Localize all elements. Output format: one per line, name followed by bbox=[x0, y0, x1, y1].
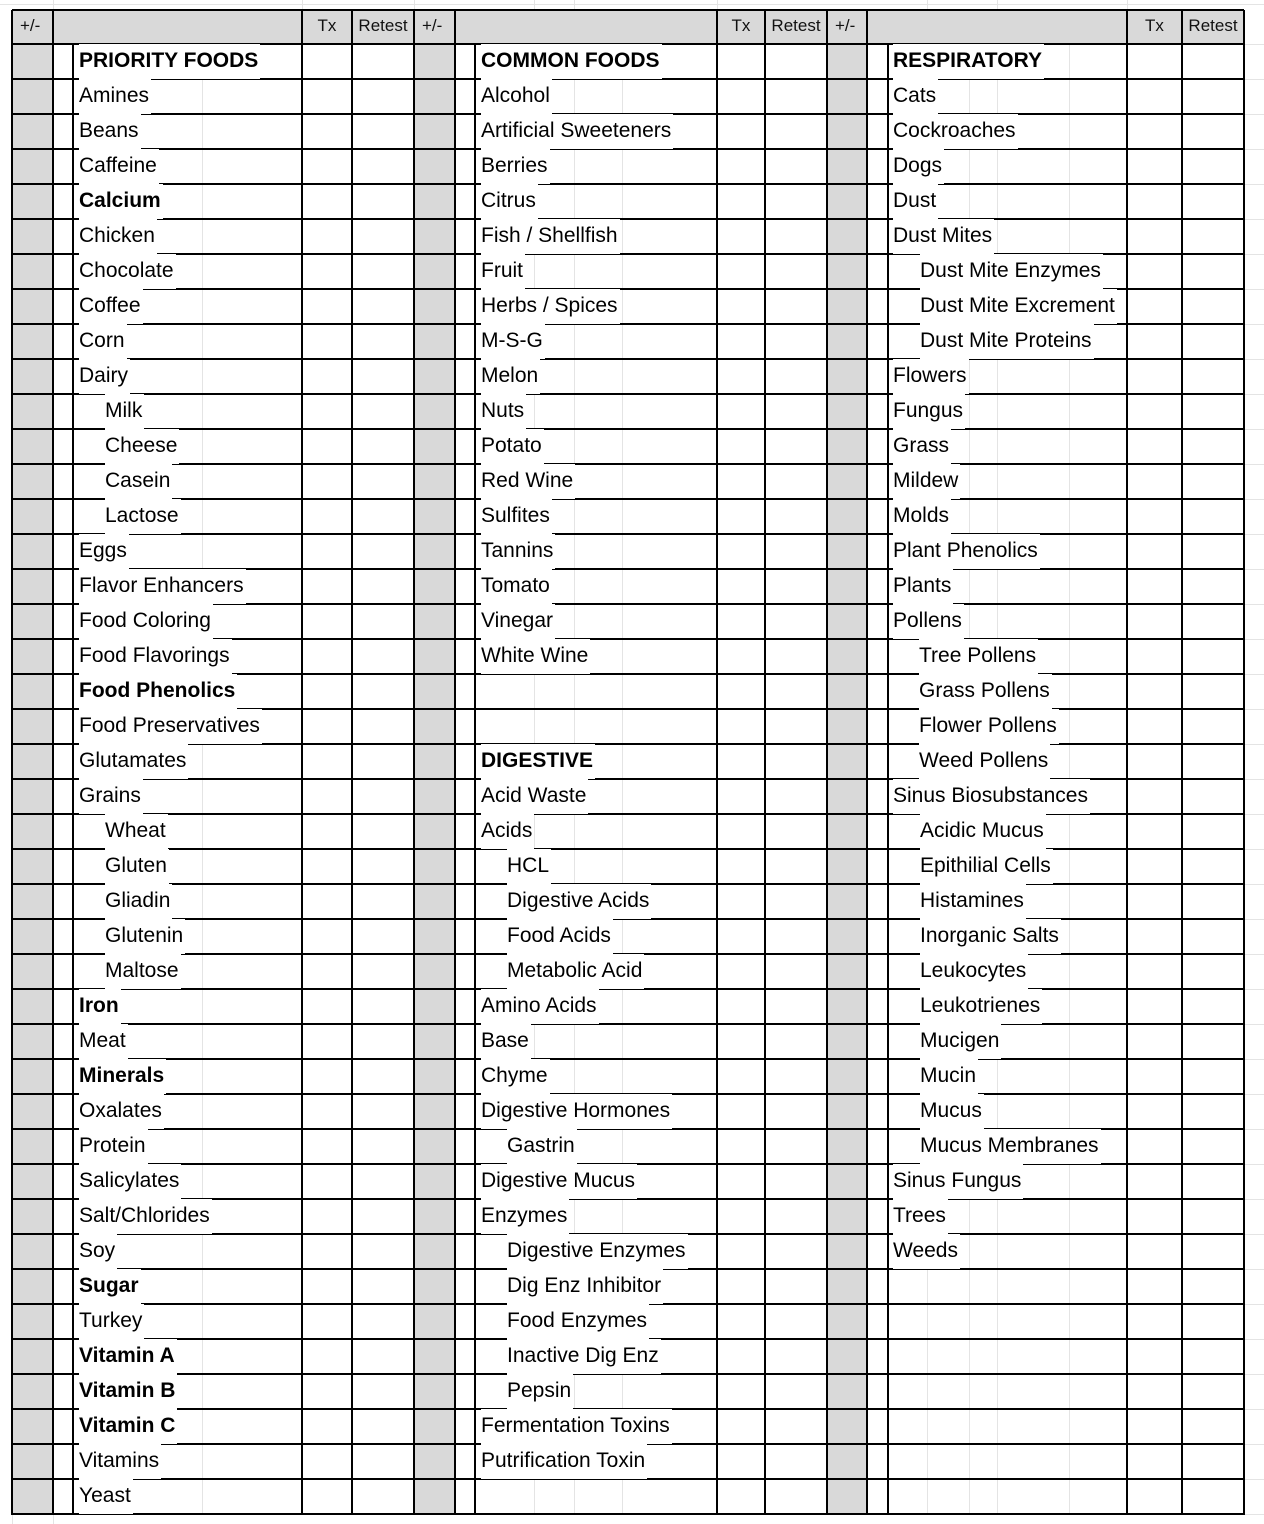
grid-line bbox=[1244, 919, 1264, 920]
header-retest: Retest bbox=[1188, 16, 1238, 35]
item-label: Weeds bbox=[893, 1234, 960, 1269]
section-heading: Minerals bbox=[79, 1059, 166, 1094]
row-line bbox=[12, 463, 1244, 465]
grid-line bbox=[1244, 1199, 1264, 1200]
item-label: Sinus Fungus bbox=[893, 1164, 1023, 1199]
grid-line bbox=[1244, 1024, 1264, 1025]
header-plusminus: +/- bbox=[422, 16, 443, 35]
grid-line bbox=[1244, 534, 1264, 535]
item-label: Gliadin bbox=[105, 884, 172, 919]
item-label: Plant Phenolics bbox=[893, 534, 1040, 569]
column-line bbox=[887, 44, 889, 1515]
item-label: Mucin bbox=[920, 1059, 978, 1094]
column-line bbox=[72, 44, 74, 1515]
column-line bbox=[1181, 10, 1183, 1515]
item-label: Dogs bbox=[893, 149, 944, 184]
item-label: Food Flavorings bbox=[79, 639, 232, 674]
grid-line bbox=[1244, 1129, 1264, 1130]
item-label: Pepsin bbox=[507, 1374, 573, 1409]
item-label: Mildew bbox=[893, 464, 960, 499]
section-heading: Iron bbox=[79, 989, 121, 1024]
item-label: Salicylates bbox=[79, 1164, 181, 1199]
row-line bbox=[12, 393, 1244, 395]
item-label: Coffee bbox=[79, 289, 143, 324]
header-tx: Tx bbox=[1145, 16, 1164, 35]
item-label: Dust Mite Excrement bbox=[920, 289, 1117, 324]
section-heading: Calcium bbox=[79, 184, 163, 219]
section-heading: Vitamin B bbox=[79, 1374, 177, 1409]
item-label: Grass bbox=[893, 429, 951, 464]
row-line bbox=[12, 848, 1244, 850]
item-label: Epithilial Cells bbox=[920, 849, 1053, 884]
grid-line bbox=[1244, 1409, 1264, 1410]
section-heading: Vitamin C bbox=[79, 1409, 177, 1444]
item-label: Yeast bbox=[79, 1479, 133, 1514]
column-line bbox=[764, 10, 766, 1515]
grid-line bbox=[1244, 1444, 1264, 1445]
item-label: Flowers bbox=[893, 359, 969, 394]
item-label: Casein bbox=[105, 464, 172, 499]
header-retest: Retest bbox=[358, 16, 408, 35]
item-label: Inorganic Salts bbox=[920, 919, 1061, 954]
grid-line bbox=[1244, 674, 1264, 675]
grid-line bbox=[1244, 289, 1264, 290]
item-label: Tannins bbox=[481, 534, 555, 569]
item-label: Metabolic Acid bbox=[507, 954, 644, 989]
grid-line bbox=[1244, 44, 1264, 45]
grid-line bbox=[1244, 114, 1264, 115]
section-heading: PRIORITY FOODS bbox=[79, 44, 260, 79]
grid-line bbox=[1244, 954, 1264, 955]
item-label: Red Wine bbox=[481, 464, 575, 499]
item-label: Sulfites bbox=[481, 499, 552, 534]
header-tx: Tx bbox=[317, 16, 337, 35]
item-label: Cockroaches bbox=[893, 114, 1018, 149]
column-line bbox=[1243, 10, 1245, 1515]
grid-line bbox=[1244, 1514, 1264, 1515]
grid-line bbox=[0, 4, 1264, 5]
section-heading: RESPIRATORY bbox=[893, 44, 1044, 79]
section-heading: Vitamin A bbox=[79, 1339, 177, 1374]
item-label: Base bbox=[481, 1024, 531, 1059]
grid-line bbox=[1244, 709, 1264, 710]
item-label: Vinegar bbox=[481, 604, 555, 639]
row-line bbox=[12, 428, 1244, 430]
column-line bbox=[1126, 10, 1128, 1515]
item-label: Dig Enz Inhibitor bbox=[507, 1269, 663, 1304]
item-label: Corn bbox=[79, 324, 127, 359]
item-label: Caffeine bbox=[79, 149, 159, 184]
row-line bbox=[12, 1513, 1244, 1515]
grid-line bbox=[1244, 219, 1264, 220]
item-label: Leukotrienes bbox=[920, 989, 1042, 1024]
item-label: Mucus Membranes bbox=[920, 1129, 1101, 1164]
item-label: Mucigen bbox=[920, 1024, 1001, 1059]
item-label: Oxalates bbox=[79, 1094, 164, 1129]
row-line bbox=[12, 9, 1244, 11]
item-label: Histamines bbox=[920, 884, 1026, 919]
item-label: Leukocytes bbox=[920, 954, 1028, 989]
item-label: Dairy bbox=[79, 359, 130, 394]
column-line bbox=[826, 10, 828, 1515]
column-line bbox=[11, 10, 13, 1515]
item-label: Artificial Sweeteners bbox=[481, 114, 673, 149]
item-label: White Wine bbox=[481, 639, 590, 674]
item-label: Food Preservatives bbox=[79, 709, 262, 744]
grid-line bbox=[1244, 79, 1264, 80]
grid-line bbox=[1244, 429, 1264, 430]
item-label: Dust bbox=[893, 184, 938, 219]
item-label: Tomato bbox=[481, 569, 552, 604]
item-label: Vitamins bbox=[79, 1444, 161, 1479]
item-label: Food Coloring bbox=[79, 604, 213, 639]
section-heading: Sugar bbox=[79, 1269, 141, 1304]
item-label: Beans bbox=[79, 114, 141, 149]
item-label: Soy bbox=[79, 1234, 117, 1269]
grid-line bbox=[1244, 1234, 1264, 1235]
grid-line bbox=[1244, 149, 1264, 150]
grid-line bbox=[12, 1514, 13, 1524]
item-label: Chicken bbox=[79, 219, 157, 254]
item-label: Enzymes bbox=[481, 1199, 569, 1234]
item-label: Fruit bbox=[481, 254, 525, 289]
grid-line bbox=[1244, 604, 1264, 605]
grid-line bbox=[1244, 744, 1264, 745]
item-label: Flavor Enhancers bbox=[79, 569, 246, 604]
item-label: Citrus bbox=[481, 184, 538, 219]
item-label: Nuts bbox=[481, 394, 526, 429]
column-line bbox=[413, 10, 415, 1515]
column-line bbox=[52, 10, 54, 1515]
item-label: Trees bbox=[893, 1199, 948, 1234]
item-label: Meat bbox=[79, 1024, 128, 1059]
column-line bbox=[351, 10, 353, 1515]
item-label: Molds bbox=[893, 499, 951, 534]
item-label: Fermentation Toxins bbox=[481, 1409, 672, 1444]
item-label: Protein bbox=[79, 1129, 148, 1164]
item-label: Grains bbox=[79, 779, 143, 814]
section-heading: DIGESTIVE bbox=[481, 744, 595, 779]
column-line bbox=[716, 10, 718, 1515]
item-label: Lactose bbox=[105, 499, 181, 534]
row-line bbox=[12, 1058, 1244, 1060]
item-label: Dust Mites bbox=[893, 219, 994, 254]
item-label: Berries bbox=[481, 149, 550, 184]
grid-line bbox=[1244, 884, 1264, 885]
row-line bbox=[12, 498, 1244, 500]
item-label: Glutenin bbox=[105, 919, 185, 954]
grid-line bbox=[1244, 814, 1264, 815]
grid-line bbox=[1244, 394, 1264, 395]
item-label: Tree Pollens bbox=[919, 639, 1038, 674]
column-line bbox=[454, 10, 456, 1515]
grid-line bbox=[1244, 989, 1264, 990]
row-line bbox=[12, 1023, 1244, 1025]
header-tx: Tx bbox=[731, 16, 751, 35]
item-label: Plants bbox=[893, 569, 953, 604]
item-label: Digestive Acids bbox=[507, 884, 651, 919]
grid-line bbox=[1244, 1339, 1264, 1340]
column-line bbox=[301, 10, 303, 1515]
grid-line bbox=[1244, 639, 1264, 640]
row-line bbox=[12, 218, 1244, 220]
grid-line bbox=[1244, 1059, 1264, 1060]
item-label: Pollens bbox=[893, 604, 964, 639]
item-label: Food Acids bbox=[507, 919, 613, 954]
item-label: Chocolate bbox=[79, 254, 176, 289]
item-label: Milk bbox=[105, 394, 144, 429]
item-label: Weed Pollens bbox=[919, 744, 1050, 779]
item-label: Cats bbox=[893, 79, 938, 114]
item-label: Melon bbox=[481, 359, 540, 394]
item-label: Dust Mite Proteins bbox=[920, 324, 1094, 359]
item-label: Digestive Mucus bbox=[481, 1164, 637, 1199]
item-label: Mucus bbox=[920, 1094, 984, 1129]
row-line bbox=[12, 533, 1244, 535]
item-label: Wheat bbox=[105, 814, 168, 849]
header-plusminus: +/- bbox=[20, 16, 41, 35]
item-label: HCL bbox=[507, 849, 551, 884]
grid-line bbox=[1244, 1094, 1264, 1095]
item-label: Flower Pollens bbox=[919, 709, 1059, 744]
grid-line bbox=[1244, 1269, 1264, 1270]
item-label: Alcohol bbox=[481, 79, 552, 114]
grid-line bbox=[1244, 1374, 1264, 1375]
item-label: Eggs bbox=[79, 534, 129, 569]
item-label: Digestive Enzymes bbox=[507, 1234, 688, 1269]
item-label: Potato bbox=[481, 429, 544, 464]
header-retest: Retest bbox=[771, 16, 821, 35]
grid-line bbox=[1244, 324, 1264, 325]
item-label: Acidic Mucus bbox=[920, 814, 1046, 849]
item-label: Sinus Biosubstances bbox=[893, 779, 1090, 814]
grid-line bbox=[1244, 1479, 1264, 1480]
grid-line bbox=[1244, 359, 1264, 360]
item-label: Amino Acids bbox=[481, 989, 599, 1024]
section-heading: COMMON FOODS bbox=[481, 44, 662, 79]
item-label: Gastrin bbox=[507, 1129, 577, 1164]
item-label: M-S-G bbox=[481, 324, 545, 359]
item-label: Maltose bbox=[105, 954, 181, 989]
item-label: Fish / Shellfish bbox=[481, 219, 620, 254]
item-label: Amines bbox=[79, 79, 151, 114]
section-heading: Food Phenolics bbox=[79, 674, 237, 709]
item-label: Chyme bbox=[481, 1059, 550, 1094]
item-label: Glutamates bbox=[79, 744, 188, 779]
header-plusminus: +/- bbox=[835, 16, 856, 35]
grid-line bbox=[53, 1514, 54, 1524]
grid-line bbox=[1244, 499, 1264, 500]
item-label: Inactive Dig Enz bbox=[507, 1339, 661, 1374]
grid-line bbox=[1244, 254, 1264, 255]
grid-line bbox=[1244, 849, 1264, 850]
item-label: Putrification Toxin bbox=[481, 1444, 647, 1479]
grid-line bbox=[1244, 184, 1264, 185]
item-label: Gluten bbox=[105, 849, 169, 884]
item-label: Acids bbox=[481, 814, 534, 849]
item-label: Food Enzymes bbox=[507, 1304, 649, 1339]
grid-line bbox=[1244, 464, 1264, 465]
item-label: Grass Pollens bbox=[919, 674, 1052, 709]
grid-line bbox=[1244, 779, 1264, 780]
column-line bbox=[474, 44, 476, 1515]
grid-line bbox=[1244, 569, 1264, 570]
row-line bbox=[12, 183, 1244, 185]
column-line bbox=[866, 10, 868, 1515]
grid-line bbox=[1244, 1164, 1264, 1165]
item-label: Dust Mite Enzymes bbox=[920, 254, 1103, 289]
item-label: Digestive Hormones bbox=[481, 1094, 672, 1129]
header-row bbox=[12, 10, 1244, 44]
item-label: Turkey bbox=[79, 1304, 144, 1339]
item-label: Salt/Chlorides bbox=[79, 1199, 212, 1234]
item-label: Cheese bbox=[105, 429, 179, 464]
item-label: Acid Waste bbox=[481, 779, 588, 814]
item-label: Fungus bbox=[893, 394, 965, 429]
grid-line bbox=[1244, 1304, 1264, 1305]
item-label: Herbs / Spices bbox=[481, 289, 620, 324]
